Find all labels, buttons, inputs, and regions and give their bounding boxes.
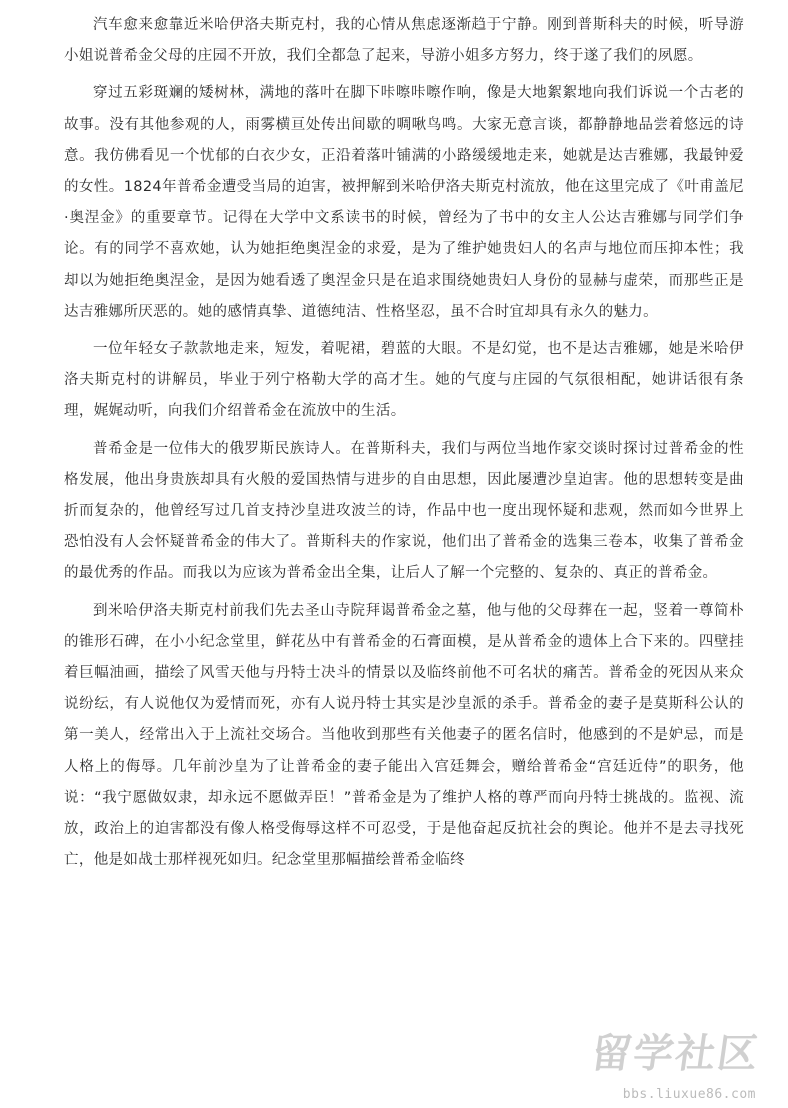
paragraph-4: 普希金是一位伟大的俄罗斯民族诗人。在普斯科夫，我们与两位当地作家交谈时探讨过普希金的性格发展，他出身贵族却具有火般的爱国热情与进步的自由思想，因此屡遭沙皇迫害。他的思想转变是曲折而复杂的，他曾经写过几首支持沙皇进攻波兰的诗，作品中也一度出现怀疑和悲观，然而如今世界上恐怕没有人会怀疑普希金的伟大了。普斯科夫的作家说，他们出了普希金的选集三卷本，收集了普希金的最优秀的作品。而我以为应该为普希金出全集，让后人了解一个完整的、复杂的、真正的普希金。 bbox=[64, 440, 744, 582]
paragraph-5: 到米哈伊洛夫斯克村前我们先去圣山寺院拜谒普希金之墓，他与他的父母葬在一起，竖着一尊简朴的锥形石碑，在小小纪念堂里，鲜花丛中有普希金的石膏面模，是从普希金的遗体上合下来的。四壁挂着巨幅油画，描绘了风雪天他与丹特士决斗的情景以及临终前他不可名状的痛苦。普希金的死因从来众说纷纭，有人说他仅为爱情而死，亦有人说丹特士其实是沙皇派的杀手。普希金的妻子是莫斯科公认的第一美人，经常出入于上流社交场合。当他收到那些有关他妻子的匿名信时，他感到的不是妒忌，而是人格上的侮辱。几年前沙皇为了让普希金的妻子能出入宫廷舞会，赠给普希金“宫廷近侍”的职务，他说：“我宁愿做奴隶，却永远不愿做弄臣！”普希金是为了维护人格的尊严而向丹特士挑战的。监视、流放，政治上的迫害都没有像人格受侮辱这样不可忍受，于是他奋起反抗社会的舆论。他并不是去寻找死亡，他是如战士那样视死如归。纪念堂里那幅描绘普希金临终 bbox=[64, 602, 744, 869]
site-watermark bbox=[580, 1022, 763, 1102]
article-body bbox=[64, 10, 744, 882]
paragraph-3: 一位年轻女子款款地走来，短发，着呢裙，碧蓝的大眼。不是幻觉，也不是达吉雅娜，她是米哈伊洛夫斯克村的讲解员，毕业于列宁格勒大学的高才生。她的气度与庄园的气氛很相配，她讲话很有条理，娓娓动听，向我们介绍普希金在流放中的生活。 bbox=[64, 341, 744, 420]
watermark-url: bbs.liuxue86.com bbox=[622, 1087, 756, 1102]
paragraph-2: 穿过五彩斑斓的矮树林，满地的落叶在脚下咔嚓咔嚓作响，像是大地絮絮地向我们诉说一个古老的故事。没有其他参观的人，雨雾横亘处传出间歇的啁啾鸟鸣。大家无意言谈，都静静地品尝着悠远的诗意。我仿佛看见一个忧郁的白衣少女，正沿着落叶铺满的小路缓缓地走来，她就是达吉雅娜，我最钟爱的女性。1824年普希金遭受当局的迫害，被押解到米哈伊洛夫斯克村流放，他在这里完成了《叶甫盖尼·奥涅金》的重要章节。记得在大学中文系读书的时候，曾经为了书中的女主人公达吉雅娜与同学们争论。有的同学不喜欢她，认为她拒绝奥涅金的求爱，是为了维护她贵妇人的名声与地位而压抑本性；我却以为她拒绝奥涅金，是因为她看透了奥涅金只是在追求围绕她贵妇人身份的显赫与虚荣，而那些正是达吉雅娜所厌恶的。她的感情真挚、道德纯洁、性格坚忍，虽不合时宜却具有永久的魅力。 bbox=[64, 85, 744, 320]
paragraph-1: 汽车愈来愈靠近米哈伊洛夫斯克村，我的心情从焦虑逐渐趋于宁静。刚到普斯科夫的时候，听导游小姐说普希金父母的庄园不开放，我们全都急了起来，导游小姐多方努力，终于遂了我们的夙愿。 bbox=[64, 17, 744, 65]
watermark-logo: 留学社区 bbox=[588, 1031, 763, 1077]
